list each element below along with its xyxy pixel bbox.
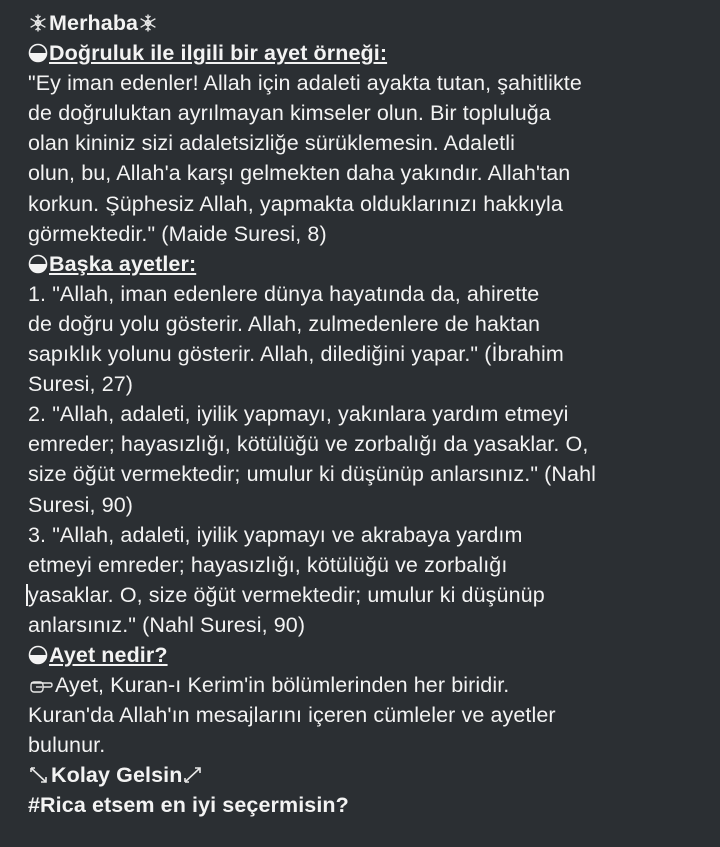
text-line: korkun. Şüphesiz Allah, yapmakta olduklarınızı hakkıyla: [28, 191, 563, 216]
snowflake-icon: [138, 11, 158, 41]
half-circle-icon: [28, 252, 48, 282]
text-line: Suresi, 27): [28, 372, 134, 397]
text-line-content: yasaklar. O, size öğüt vermektedir; umulur ki düşünüp: [28, 582, 545, 607]
text-line: "Ey iman edenler! Allah için adaleti ayakta tutan, şahitlikte: [28, 71, 582, 96]
text-line: sapıklık yolunu gösterir. Allah, dilediğini yapar." (İbrahim: [28, 342, 564, 367]
pointing-hand-icon: [28, 673, 54, 703]
text-line: olan kininiz sizi adaletsizliğe sürüklemesin. Adaletli: [28, 131, 515, 156]
answer-document: [28, 8, 718, 821]
text-line: Suresi, 90): [28, 492, 134, 517]
hashtag-line: #Rica etsem en iyi seçermisin?: [28, 793, 349, 818]
closing-text: Kolay Gelsin: [51, 763, 183, 788]
text-line-content: Ayet, Kuran-ı Kerim'in bölümlerinden her biridir.: [55, 673, 510, 698]
half-circle-icon: [28, 643, 48, 673]
section-heading: [28, 38, 718, 68]
text-line: [28, 670, 718, 700]
text-line: anlarsınız." (Nahl Suresi, 90): [28, 612, 306, 637]
text-line: etmeyi emreder; hayasızlığı, kötülüğü ve zorbalığı: [28, 552, 508, 577]
text-line: emreder; hayasızlığı, kötülüğü ve zorbalığı da yasaklar. O,: [28, 432, 589, 457]
greeting-line: [28, 8, 718, 38]
text-line: de doğruluktan ayrılmayan kimseler olun. Bir topluluğa: [28, 101, 551, 126]
section-heading-text: Doğruluk ile ilgili bir ayet örneği:: [49, 41, 388, 66]
section-heading: [28, 640, 718, 670]
section-heading-text: Başka ayetler:: [49, 251, 197, 276]
text-line: de doğru yolu gösterir. Allah, zulmedenlere de haktan: [28, 311, 541, 336]
greeting-text: Merhaba: [49, 11, 139, 35]
text-line: bulunur.: [28, 733, 106, 758]
text-line: size öğüt vermektedir; umulur ki düşünüp anlarsınız." (Nahl: [28, 462, 597, 487]
text-line: 3. "Allah, adaleti, iyilik yapmayı ve akrabaya yardım: [28, 522, 523, 547]
closing-line: [28, 760, 718, 790]
section-heading: [28, 249, 718, 279]
arrow-icon: [28, 763, 50, 793]
text-line: görmektedir." (Maide Suresi, 8): [28, 221, 327, 246]
section-heading-text: Ayet nedir?: [49, 642, 168, 667]
half-circle-icon: [28, 41, 48, 71]
text-line: [28, 580, 718, 610]
arrow-icon: [182, 763, 204, 793]
snowflake-icon: [28, 11, 48, 41]
text-line: 2. "Allah, adaleti, iyilik yapmayı, yakınlara yardım etmeyi: [28, 402, 569, 427]
text-line: olun, bu, Allah'a karşı gelmekten daha yakındır. Allah'tan: [28, 161, 571, 186]
text-line: Kuran'da Allah'ın mesajlarını içeren cümleler ve ayetler: [28, 703, 556, 728]
text-line: 1. "Allah, iman edenlere dünya hayatında da, ahirette: [28, 281, 540, 306]
